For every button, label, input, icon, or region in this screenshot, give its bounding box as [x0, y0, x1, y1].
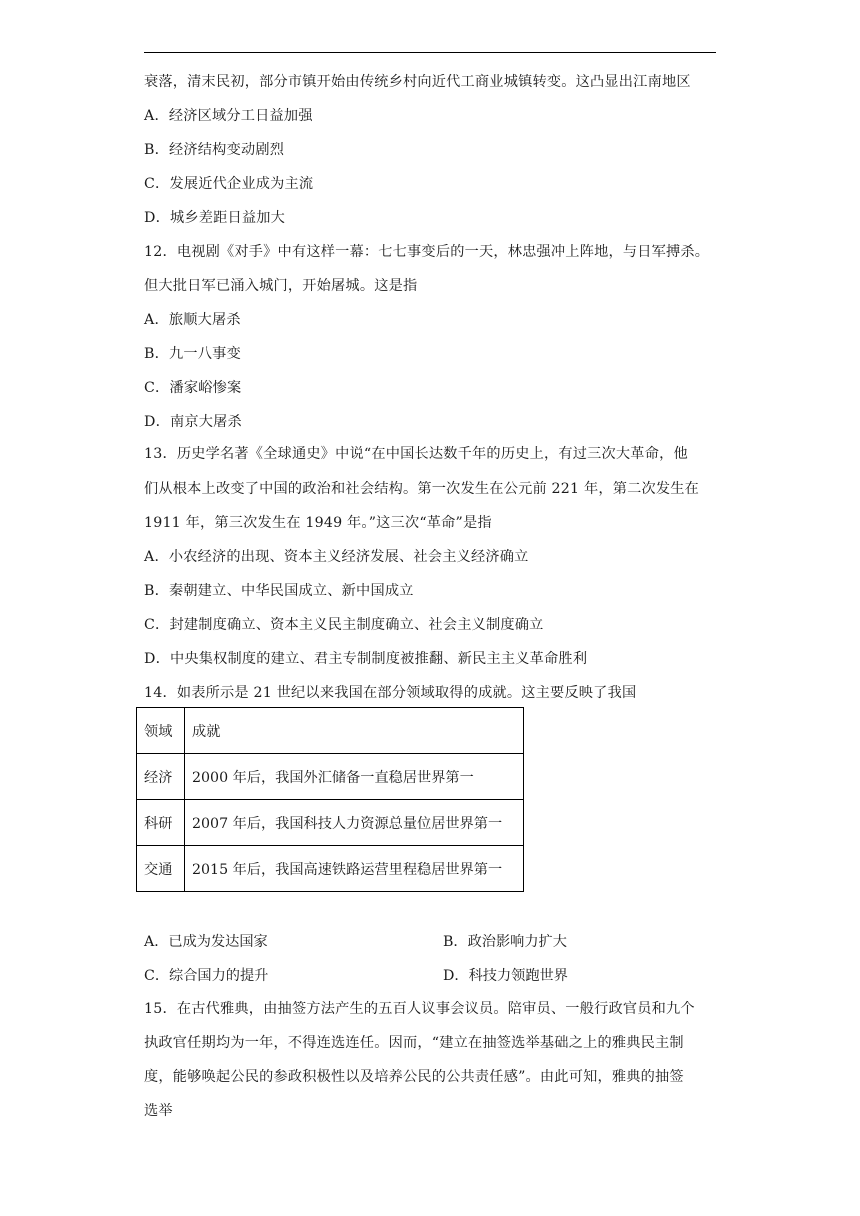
- q12-stem-line-2: 但大批日军已涌入城门，开始屠城。这是指: [144, 278, 418, 294]
- q13-option-d: D．中央集权制度的建立、君主专制制度被推翻、新民主主义革命胜利: [144, 651, 588, 667]
- table-cell: 经济: [137, 754, 185, 800]
- table-cell: 2000 年后，我国外汇储备一直稳居世界第一: [185, 754, 524, 800]
- table-header-row: [137, 708, 524, 754]
- q13-stem-line-2: 们从根本上改变了中国的政治和社会结构。第一次发生在公元前 221 年，第二次发生在: [144, 481, 700, 497]
- table-cell: 科研: [137, 800, 185, 846]
- q11-stem-line: 衰落，清末民初，部分市镇开始由传统乡村向近代工商业城镇转变。这凸显出江南地区: [144, 74, 691, 90]
- q12-option-b: B．九一八事变: [144, 346, 241, 362]
- q14-option-a: A．已成为发达国家: [144, 934, 268, 950]
- q13-option-a: A．小农经济的出现、资本主义经济发展、社会主义经济确立: [144, 549, 529, 565]
- achievement-table: [136, 707, 524, 892]
- q14-option-c: C．综合国力的提升: [144, 968, 269, 984]
- table-header-cell: 领域: [137, 708, 185, 754]
- q13-option-c: C．封建制度确立、资本主义民主制度确立、社会主义制度确立: [144, 617, 544, 633]
- q12-option-d: D．南京大屠杀: [144, 414, 242, 430]
- table-header-cell: 成就: [185, 708, 524, 754]
- table-cell: 2007 年后，我国科技人力资源总量位居世界第一: [185, 800, 524, 846]
- q13-stem-line-1: 13．历史学名著《全球通史》中说“在中国长达数千年的历史上，有过三次大革命，他: [144, 446, 688, 462]
- q11-option-b: B．经济结构变动剧烈: [144, 142, 285, 158]
- q11-option-a: A．经济区域分工日益加强: [144, 108, 313, 124]
- q15-stem-line-2: 执政官任期均为一年，不得连选连任。因而，“建立在抽签选举基础之上的雅典民主制: [144, 1035, 684, 1051]
- q13-option-b: B．秦朝建立、中华民国成立、新中国成立: [144, 583, 414, 599]
- table-row: [137, 754, 524, 800]
- table-row: [137, 846, 524, 892]
- q15-stem-line-4: 选举: [144, 1103, 173, 1119]
- table-row: [137, 800, 524, 846]
- q12-option-c: C．潘家峪惨案: [144, 380, 242, 396]
- q13-stem-line-3: 1911 年，第三次发生在 1949 年。”这三次“革命”是指: [144, 515, 492, 531]
- q11-option-d: D．城乡差距日益加大: [144, 210, 286, 226]
- table-cell: 2015 年后，我国高速铁路运营里程稳居世界第一: [185, 846, 524, 892]
- q14-option-d: D．科技力领跑世界: [443, 968, 568, 984]
- q14-stem: 14．如表所示是 21 世纪以来我国在部分领域取得的成就。这主要反映了我国: [144, 685, 637, 701]
- q11-option-c: C．发展近代企业成为主流: [144, 176, 314, 192]
- q15-stem-line-3: 度，能够唤起公民的参政积极性以及培养公民的公共责任感”。由此可知，雅典的抽签: [144, 1069, 684, 1085]
- q12-option-a: A．旅顺大屠杀: [144, 312, 241, 328]
- table-cell: 交通: [137, 846, 185, 892]
- header-rule: [144, 52, 716, 53]
- q14-option-b: B．政治影响力扩大: [443, 934, 567, 950]
- q15-stem-line-1: 15．在古代雅典，由抽签方法产生的五百人议事会议员。陪审员、一般行政官员和九个: [144, 1001, 695, 1017]
- q12-stem-line-1: 12．电视剧《对手》中有这样一幕：七七事变后的一天，林忠强冲上阵地，与日军搏杀。: [144, 244, 710, 260]
